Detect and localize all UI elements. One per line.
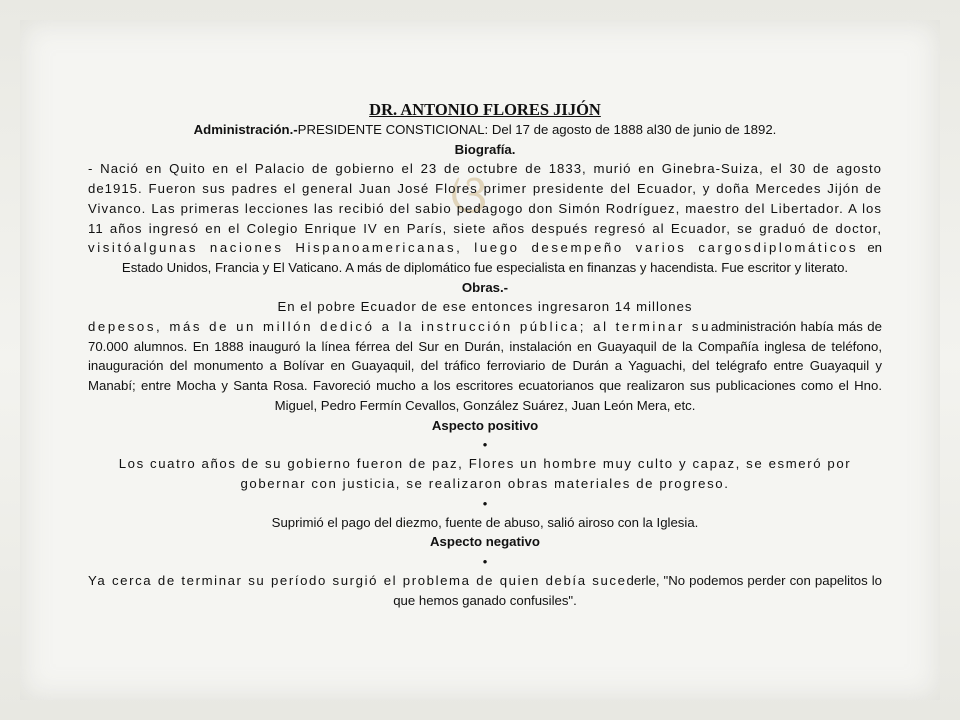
negativo-item-1	[88, 571, 882, 610]
obras-heading: Obras.-	[461, 279, 509, 295]
biografia-heading: Biografía.	[454, 141, 516, 157]
page-title: DR. ANTONIO FLORES JIJÓN	[369, 100, 601, 119]
negativo-heading: Aspecto negativo	[430, 534, 540, 550]
positivo-item-2: Suprimió el pago del diezmo, fuente de abuso, salió airoso con la Iglesia.	[271, 514, 699, 530]
positivo-item-1: Los cuatro años de su gobierno fueron de paz, Flores un hombre muy culto y capaz, se esmeró por gobernar con justicia, se realizaron obras materiales de progreso.	[118, 456, 852, 491]
bullet-icon: •	[482, 437, 488, 453]
ornament-logo: ଓ	[450, 163, 482, 226]
biografia-text-3: en Estado Unidos, Francia y El Vaticano. A más de diplomático fue especialista en finanzas y hacendista. Fue escritor y literato.	[121, 240, 882, 275]
negativo-text-1: Ya cerca de terminar su período surgió el problema de quien debía suce	[88, 573, 627, 589]
obras-text-2: administración había más de 70.000 alumnos. En 1888 inauguró la línea férrea del Sur en Durán, instalación en Guayaquil de la Compañía inglesa de teléfono, inauguración del monumento a Bolívar en Guayaquil, del tráfico ferroviario de Durán a Yaguachi, del telégrafo entre Guayaquil y Manabí; entre Mocha y Santa Rosa. Favoreció mucho a los escritores ecuatorianos que realizaron sus publicaciones como el Hno. Miguel, Pedro Fermín Cevallos, González Suárez, Juan León Mera, etc.	[88, 319, 882, 413]
biografia-text-2: visitóalgunas naciones Hispanoamericanas, luego desempeño varios cargosdiplomáticos	[88, 240, 859, 256]
bullet-icon: •	[482, 495, 488, 511]
biografia-text-1: - Nació en Quito en el Palacio de gobierno el 23 de octubre de 1833, murió en Ginebra-Suiza, el 30 de agosto de1915. Fueron sus padres el general Juan José Flores primer presidente del Ecuador, y doña Mercedes Jijón de Vivanco. Las primeras lecciones las recibió del sabio pedagogo don Simón Rodríguez, maestro del Libertador. A los 11 años ingresó en el Colegio Enrique IV en París, siete años después regresó al Ecuador, se graduó de doctor,	[88, 161, 882, 236]
biografia-paragraph	[88, 159, 882, 277]
bullet-icon: •	[482, 554, 488, 570]
administracion-label: Administración.-	[193, 122, 298, 137]
negativo-text-2: derle, "No podemos perder con papelitos lo que hemos ganado confusiles".	[393, 573, 882, 608]
obras-paragraph	[88, 317, 882, 416]
slide-content	[88, 100, 882, 610]
administracion-text: PRESIDENTE CONSTICIONAL: Del 17 de agosto de 1888 al30 de junio de 1892.	[297, 122, 777, 137]
obras-line-1: En el pobre Ecuador de ese entonces ingresaron 14 millones	[277, 299, 693, 315]
administracion-line	[88, 120, 882, 140]
obras-text-1: depesos, más de un millón dedicó a la instrucción pública; al terminar su	[88, 319, 711, 335]
positivo-heading: Aspecto positivo	[431, 417, 539, 433]
